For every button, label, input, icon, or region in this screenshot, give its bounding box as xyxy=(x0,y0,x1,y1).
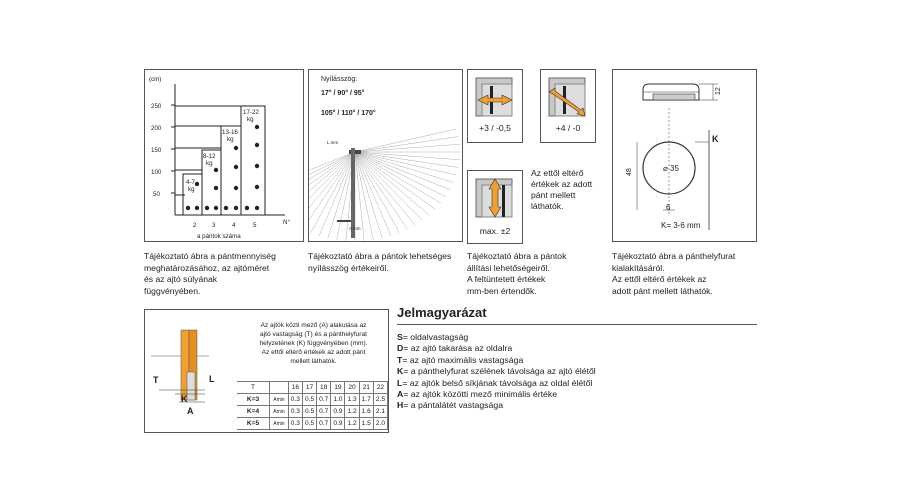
y-tick: 250 xyxy=(151,103,162,110)
drilling-panel xyxy=(612,69,757,242)
x-tick: 2 xyxy=(193,222,197,229)
table-cell: 0.5 xyxy=(302,406,316,418)
dim-35: ⌀ 35 xyxy=(663,164,679,173)
table-cell: 2.5 xyxy=(373,394,387,406)
table-cell: Amin xyxy=(270,418,289,430)
x-axis-symbol: N° xyxy=(283,219,290,226)
table-header-cell: 20 xyxy=(345,382,359,394)
table-header-cell: 19 xyxy=(331,382,345,394)
table-cell: 0.5 xyxy=(302,394,316,406)
caption-line: A feltüntetett értékek xyxy=(467,274,546,284)
fan-line xyxy=(309,152,355,203)
note-line: mellett láthatók. xyxy=(290,358,337,365)
table-cell: Amin xyxy=(270,406,289,418)
x-axis-label: a pántok száma xyxy=(197,233,241,240)
legend-list xyxy=(397,332,757,412)
table-cell: 1.5 xyxy=(359,418,373,430)
legend-item xyxy=(397,389,757,400)
table-cell: 0.3 xyxy=(288,406,302,418)
label-t: T xyxy=(153,375,159,385)
legend-key: S xyxy=(397,332,403,342)
group-label: 4-7 xyxy=(186,179,195,186)
group-label: 13-16 xyxy=(222,129,238,136)
y-tick: 200 xyxy=(151,125,162,132)
panel3-caption xyxy=(467,251,607,297)
table-row xyxy=(237,394,388,406)
table-header-cell: 18 xyxy=(317,382,331,394)
table-cell: 0.7 xyxy=(317,394,331,406)
table-cell: 1.3 xyxy=(345,394,359,406)
legend-item xyxy=(397,343,757,354)
legend-text: = a pántalátét vastagsága xyxy=(403,400,504,411)
legend-text: = oldalvastagság xyxy=(402,332,469,342)
note-line: pánt mellett xyxy=(531,190,576,200)
group-label: kg xyxy=(188,186,195,193)
adjust-label-2: +4 / -0 xyxy=(555,123,581,133)
opening-angle-panel xyxy=(308,69,463,242)
table-cell: 1.2 xyxy=(345,406,359,418)
caption-line: Tájékoztató ábra a pánthelyfurat xyxy=(612,251,736,261)
adjust-note xyxy=(531,168,611,212)
note-line: Az ettől eltérő értékek az adott pánt xyxy=(261,349,366,356)
table-row xyxy=(237,406,388,418)
legend-item xyxy=(397,332,757,343)
dim-12: 12 xyxy=(715,87,722,95)
legend-text: = a pánthelyfurat szélének távolsága az ajtó élétől xyxy=(403,366,596,377)
angle-title: Nyílásszög: xyxy=(321,76,358,83)
hinge-quantity-chart xyxy=(145,70,305,243)
table-cell: K=4 xyxy=(237,406,270,418)
panel1-caption xyxy=(144,251,314,297)
drilling-figure xyxy=(613,70,758,243)
x-tick: 5 xyxy=(253,222,257,229)
legend-text: = az ajtó maximális vastagsága xyxy=(402,354,524,365)
table-cell: 1.0 xyxy=(331,394,345,406)
legend-item xyxy=(397,366,757,377)
door-edge xyxy=(337,220,353,222)
group-label: 17-22 xyxy=(243,109,259,116)
fan-line xyxy=(355,152,450,190)
caption-line: meghatározásához, az ajtóméret xyxy=(144,262,270,273)
legend-item xyxy=(397,378,757,389)
label-k: K xyxy=(181,394,188,404)
dim-48: 48 xyxy=(626,168,633,176)
small-label: L mm xyxy=(327,140,339,145)
fan-line xyxy=(355,129,456,152)
note-line: láthatók. xyxy=(531,201,564,211)
dim-k: K xyxy=(712,134,719,144)
y-tick: 100 xyxy=(151,169,162,176)
legend-key: L xyxy=(397,377,403,388)
caption-line: Tájékoztató ábra a pántok lehetséges xyxy=(308,251,452,261)
y-tick: 150 xyxy=(151,147,162,154)
note-line: ajtó vastagság (T) és a pánthelyfurat xyxy=(259,331,368,338)
caption-line: függvényében. xyxy=(144,285,201,296)
note-line: értékek az adott xyxy=(531,179,593,189)
table-cell: 0.7 xyxy=(317,418,331,430)
caption-line: és az ajtó súlyának xyxy=(144,274,218,284)
table-header-cell: 22 xyxy=(373,382,387,394)
legend-item xyxy=(397,355,757,366)
group-label: 8-12 xyxy=(203,153,216,160)
opening-fan-lines xyxy=(309,129,460,241)
fan-line xyxy=(355,152,399,233)
table-cell: 0.9 xyxy=(331,406,345,418)
legend-key: A xyxy=(397,389,404,400)
hinge-quantity-panel xyxy=(144,69,304,242)
table-cell: 1.6 xyxy=(359,406,373,418)
legend-text: = az ajtók belső síkjának távolsága az oldal élétől xyxy=(402,377,593,388)
table-cell: Amin xyxy=(270,394,289,406)
note-line: helyzetének (K) függvényében (mm). xyxy=(259,340,368,347)
table-cell: 2.1 xyxy=(373,406,387,418)
label-l: L xyxy=(209,374,215,384)
door-gap-note xyxy=(241,321,386,366)
fan-line xyxy=(309,152,355,225)
caption-line: állítási lehetőségeiről. xyxy=(467,262,550,273)
note-line: Az ettől eltérő xyxy=(531,168,584,178)
legend-title: Jelmagyarázat xyxy=(397,305,487,320)
table-cell: K=3 xyxy=(237,394,270,406)
table-cell: 2.0 xyxy=(373,418,387,430)
small-label: A mm xyxy=(349,226,361,231)
table-cell: 0.3 xyxy=(288,418,302,430)
note-line: Az ajtók közti mező (A) alakulása az xyxy=(260,322,367,329)
y-ticks xyxy=(151,103,175,198)
group-label: kg xyxy=(227,136,234,143)
x-tick: 3 xyxy=(212,222,216,229)
fan-line xyxy=(355,152,456,175)
x-tick: 4 xyxy=(232,222,236,229)
angle-values-2: 105° / 110° / 170° xyxy=(321,110,376,117)
table-cell: 1.7 xyxy=(359,394,373,406)
door-gap-table xyxy=(237,381,388,430)
k-range: K= 3-6 mm xyxy=(661,221,701,230)
panel2-caption xyxy=(308,251,478,274)
angle-values-1: 17° / 90° / 95° xyxy=(321,90,365,97)
caption-line: nyílásszög értékeiről. xyxy=(308,262,389,273)
table-header-cell: 21 xyxy=(359,382,373,394)
adjust-label-3: max. ±2 xyxy=(479,226,511,236)
caption-line: Az ettől eltérő értékek az xyxy=(612,274,707,284)
legend-key: H xyxy=(397,400,404,411)
group-label: kg xyxy=(206,160,213,167)
door-gap-panel xyxy=(144,309,389,433)
hinge-dots xyxy=(186,125,259,210)
caption-line: adott pánt mellett láthatók. xyxy=(612,285,713,296)
caption-line: Tájékoztató ábra a pántmennyiség xyxy=(144,251,276,261)
group-label: kg xyxy=(247,116,254,123)
adjust-label-1: +3 / -0,5 xyxy=(479,123,511,133)
table-header-cell: 17 xyxy=(302,382,316,394)
table-row xyxy=(237,418,388,430)
fan-line xyxy=(355,137,458,152)
table-header-cell: 16 xyxy=(288,382,302,394)
legend-text: = az ajtók közötti mező minimális értéke xyxy=(403,389,558,400)
table-header-cell xyxy=(270,382,289,394)
legend-key: K xyxy=(397,366,404,377)
table-header-row xyxy=(237,382,388,394)
cabinet-side xyxy=(351,148,355,238)
table-cell: 0.3 xyxy=(288,394,302,406)
table-cell: K=5 xyxy=(237,418,270,430)
legend-rule xyxy=(397,324,757,325)
legend-key: D xyxy=(397,343,404,354)
door-gap-figure xyxy=(145,310,237,432)
table-cell: 0.7 xyxy=(317,406,331,418)
caption-line: kialakításáról. xyxy=(612,262,665,273)
dim-6: 6 xyxy=(666,203,671,212)
panel4-caption xyxy=(612,251,762,297)
fan-line xyxy=(355,144,460,152)
table-cell: 0.9 xyxy=(331,418,345,430)
legend-text: = az ajtó takarása az oldalra xyxy=(403,343,513,354)
opening-angle-figure xyxy=(309,70,464,243)
unit-label: (cm) xyxy=(149,76,162,83)
caption-line: Tájékoztató ábra a pántok xyxy=(467,251,567,261)
table-cell: 1.2 xyxy=(345,418,359,430)
legend-key: T xyxy=(397,354,403,365)
legend-item xyxy=(397,400,757,411)
caption-line: mm-ben értendők. xyxy=(467,285,537,296)
fan-line xyxy=(355,152,460,160)
y-tick: 50 xyxy=(153,191,160,198)
table-header-cell: T xyxy=(237,382,270,394)
table-cell: 0.5 xyxy=(302,418,316,430)
label-a: A xyxy=(187,406,194,416)
